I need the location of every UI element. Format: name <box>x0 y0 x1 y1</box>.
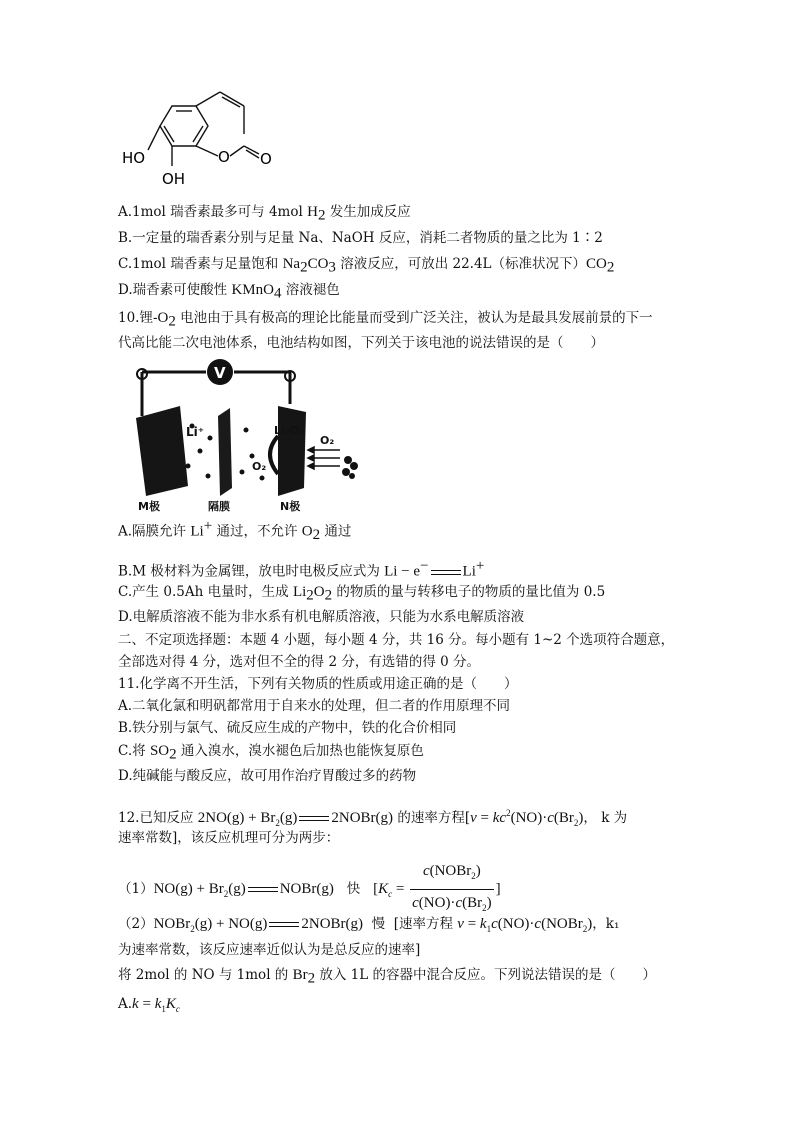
q12-setup: 将 2mol 的 NO 与 1mol 的 $Br_2$ 放入 1L 的容器中混合反应。下列说法错误的是（ ） <box>118 967 657 987</box>
q9-option-b: B.一定量的瑞香素分别与足量 Na、NaOH 反应，消耗二者物质的量之比为 1∶2 <box>118 230 603 246</box>
separator-label: 隔膜 <box>208 500 230 513</box>
battery-diagram <box>128 356 368 516</box>
q11-option-d: D.纯碱能与酸反应，故可用作治疗胃酸过多的药物 <box>118 768 417 784</box>
q9-option-a: A.1mol 瑞香素最多可与 4mol $H_2$ 发生加成反应 <box>118 204 411 224</box>
q12-stem-line-2: 速率常数]，该反应机理可分为两步： <box>118 830 340 846</box>
q10-option-a: A.隔膜允许 Li+ 通过，不允许 $O_2$ 通过 <box>118 518 352 544</box>
q9-option-c: C.1mol 瑞香素与足量饱和 $Na_2CO_3$ 溶液反应，可放出 22.4L（标准状况下）$CO_2$ <box>118 256 615 276</box>
q10-option-b: B.M 极材料为金属锂，放电时电极反应式为 Li − e− Li+ <box>118 558 485 580</box>
q11-option-c: C.将 $SO_2$ 通入溴水，溴水褪色后加热也能恢复原色 <box>118 743 424 763</box>
equals-sign-icon <box>299 816 329 821</box>
ring-oxygen-label: O <box>218 148 230 166</box>
n-electrode <box>278 406 306 496</box>
equals-sign-icon <box>248 887 278 892</box>
q9-option-d: D.瑞香素可使酸性 KMnO$_4$ 溶液褪色 <box>118 282 340 302</box>
q10-stem-line-1: 10.锂$-O_2$ 电池由于具有极高的理论比能量而受到广泛关注，被认为是最具发展前景的下一 <box>118 310 653 330</box>
section-2-line-1: 二、不定项选择题：本题 4 小题，每小题 4 分，共 16 分。每小题有 1~2 个选项符合题意， <box>118 632 675 648</box>
q12-step-2: （2）NOBr$_2$(g) + NO(g) 2NOBr(g) 慢 [速率方程 $v = k_1c(NO)\cdot c(NOBr_2)$，k₁ <box>118 916 620 934</box>
li-ion-label: Li⁺ <box>186 425 205 439</box>
q10-option-c: C.产生 0.5Ah 电量时，生成 $Li_2O_2$ 的物质的量与转移电子的物质的量比值为 0.5 <box>118 584 606 604</box>
n-electrode-label: N极 <box>280 500 301 513</box>
q10-option-d: D.电解质溶液不能为非水系有机电解质溶液，只能为水系电解质溶液 <box>118 609 525 625</box>
oh-label-left: HO <box>122 149 146 167</box>
q12-option-a: $A.k = k_1K_c$ <box>118 996 180 1014</box>
o2-right-label: O₂ <box>320 434 335 447</box>
q11-stem: 11.化学离不开生活，下列有关物质的性质或用途正确的是（ ） <box>118 676 518 692</box>
section-2-line-2: 全部选对得 4 分，选对但不全的得 2 分，有选错的得 0 分。 <box>118 654 481 670</box>
q10-stem-line-2: 代高比能二次电池体系，电池结构如图，下列关于该电池的说法错误的是（ ） <box>118 335 604 351</box>
q11-option-a: A.二氧化氯和明矾都常用于自来水的处理，但二者的作用原理不同 <box>118 698 511 714</box>
li2o2-label: Li₂O₂ <box>274 424 304 437</box>
o2-mid-label: O₂ <box>252 460 267 473</box>
daphnetin-structure <box>118 88 288 193</box>
oh-label-bottom: OH <box>162 170 186 188</box>
m-electrode-label: M极 <box>138 500 160 513</box>
svg-text:V: V <box>214 364 226 382</box>
q12-stem-line-1: 12.已知反应 $2NO(g) + Br_2(g)$ 2NOBr(g) 的速率方程[$v = kc^2(NO)\cdot c(Br_2)$， k 为 <box>118 808 628 828</box>
m-electrode <box>136 406 188 496</box>
equals-sign-icon <box>269 922 299 927</box>
separator <box>218 408 232 496</box>
carbonyl-oxygen-label: O <box>260 150 272 168</box>
q12-step-2-line-2: 为速率常数，该反应速率近似认为是总反应的速率] <box>118 942 421 958</box>
q12-step-1: $(1)NO(g) + Br_2(g)$ NOBr(g) 快 [$K_c$ = $\frac{c(NOBr_2)}{c(NO)\cdot c(Br_2)}$ ] <box>118 858 501 921</box>
q11-option-b: B.铁分别与氯气、硫反应生成的产物中，铁的化合价相同 <box>118 720 457 736</box>
equals-sign-icon <box>431 570 461 575</box>
